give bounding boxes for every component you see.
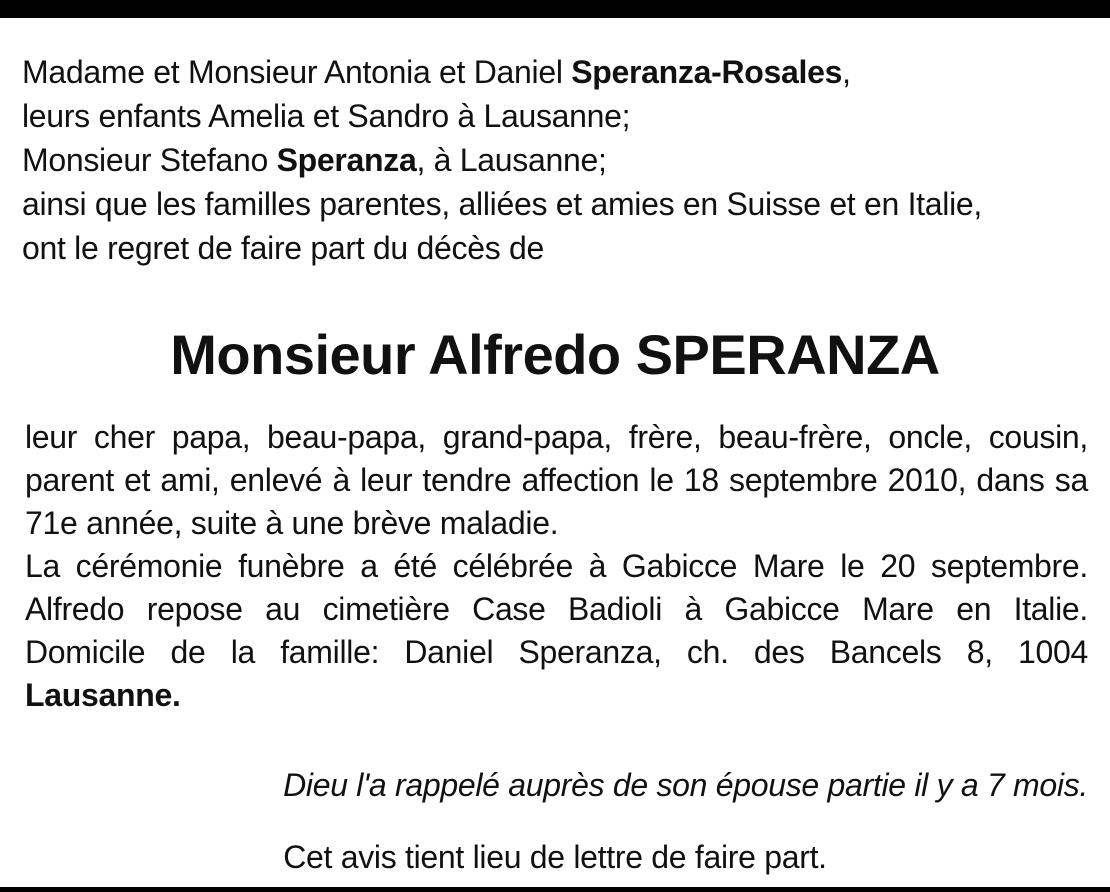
- intro-line-3: [22, 138, 1088, 182]
- notice-line: Cet avis tient lieu de lettre de faire part.: [283, 839, 827, 875]
- intro-line-4: ainsi que les familles parentes, alliées et amies en Suisse et en Italie,: [22, 186, 982, 222]
- deceased-name: Monsieur Alfredo SPERANZA: [170, 323, 940, 386]
- intro-line-1-text: Madame et Monsieur Antonia et Daniel: [22, 54, 572, 90]
- top-border: [0, 0, 1110, 18]
- obituary-body: [22, 416, 1088, 717]
- body-paragraph-4: Domicile de la famille: Daniel Speranza, ch. des Bancels 8, 1004: [25, 634, 1088, 670]
- body-paragraph-4-city: [25, 674, 1088, 717]
- closing-quote: Dieu l'a rappelé auprès de son épouse partie il y a 7 mois.: [283, 767, 1088, 803]
- city-lausanne: Lausanne.: [25, 677, 181, 713]
- intro-line-2: leurs enfants Amelia et Sandro à Lausanne;: [22, 98, 631, 134]
- intro-line-5: ont le regret de faire part du décès de: [22, 230, 544, 266]
- family-name-speranza: Speranza: [276, 142, 417, 178]
- body-paragraph-2: La cérémonie funèbre a été célébrée à Gabicce Mare le 20 septembre.: [25, 548, 1088, 584]
- body-paragraph-1: leur cher papa, beau-papa, grand-papa, frère, beau-frère, oncle, cousin, parent et ami, enlevé à leur tendre affection le 18 septembre 2010, dans sa 71e année, suite à une brève maladie.: [25, 419, 1088, 541]
- body-paragraph-3: Alfredo repose au cimetière Case Badioli à Gabicce Mare en Italie.: [25, 591, 1088, 627]
- intro-line-3-suffix: , à Lausanne;: [416, 142, 607, 178]
- intro-line-1: [22, 50, 1088, 94]
- intro-line-1-suffix: ,: [842, 54, 851, 90]
- obituary-notice: [22, 50, 1088, 879]
- intro-line-3-text: Monsieur Stefano: [22, 142, 277, 178]
- family-name-speranza-rosales: Speranza-Rosales: [571, 54, 843, 90]
- bottom-border: [0, 887, 1110, 892]
- family-intro: [22, 50, 1088, 270]
